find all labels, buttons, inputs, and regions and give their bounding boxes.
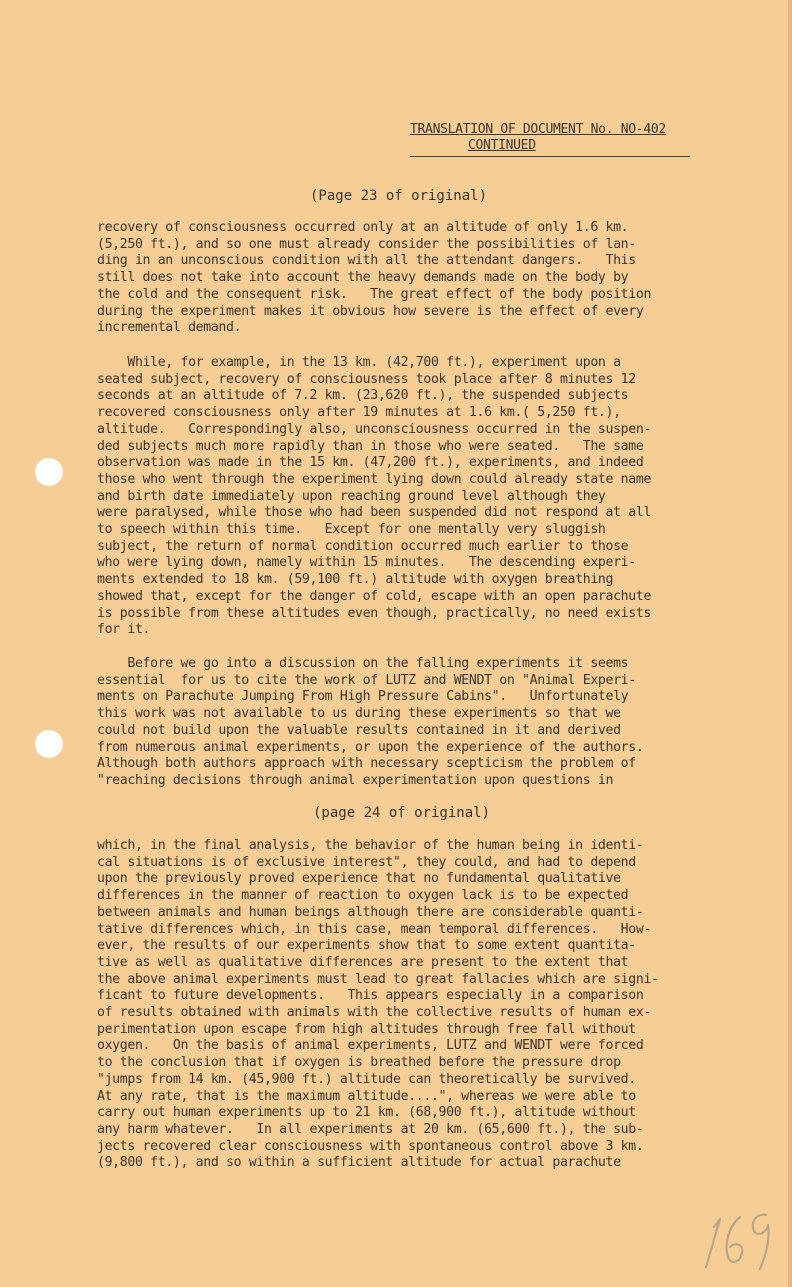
document-header xyxy=(410,122,666,154)
paragraph-1 xyxy=(97,220,707,337)
punch-hole-bottom xyxy=(35,730,63,758)
text-line: ded subjects much more rapidly than in those who were seated. The same xyxy=(97,438,644,454)
text-line: (9,800 ft.), and so within a sufficient altitude for actual parachute xyxy=(97,1155,621,1171)
text-line: which, in the final analysis, the behavior of the human being in identi- xyxy=(97,838,644,853)
text-line: At any rate, that is the maximum altitude....", whereas we were able to xyxy=(97,1088,636,1104)
text-line: this work was not available to us during these experiments so that we xyxy=(97,706,621,722)
text-line: were paralysed, while those who had been suspended did not respond at all xyxy=(97,505,652,521)
text-line: essential for us to cite the work of LUTZ and WENDT on "Animal Experi- xyxy=(97,672,636,688)
text-line: ments on Parachute Jumping From High Pressure Cabins". Unfortunately xyxy=(97,689,629,705)
text-line: altitude. Correspondingly also, unconsciousness occurred in the suspen- xyxy=(97,421,652,437)
text-line: still does not take into account the heavy demands made on the body by xyxy=(97,270,629,286)
text-line: between animals and human beings although there are considerable quanti- xyxy=(97,904,644,920)
text-line: of results obtained with animals with the collective results of human ex- xyxy=(97,1005,652,1021)
text-line: cal situations is of exclusive interest", they could, and had to depend xyxy=(97,854,636,870)
handwritten-page-number xyxy=(700,1205,778,1273)
text-line: ever, the results of our experiments show that to some extent quantita- xyxy=(97,938,636,954)
text-line: observation was made in the 15 km. (47,200 ft.), experiments, and indeed xyxy=(97,455,644,471)
text-line: ding in an unconscious condition with all the attendant dangers. This xyxy=(97,253,636,269)
text-line: ficant to future developments. This appears especially in a comparison xyxy=(97,988,644,1004)
text-line: from numerous animal experiments, or upon the experience of the authors. xyxy=(97,739,644,755)
header-title: TRANSLATION OF DOCUMENT No. NO-402 xyxy=(410,122,666,137)
text-line: "jumps from 14 km. (45,900 ft.) altitude can theoretically be survived. xyxy=(97,1071,636,1087)
text-line: perimentation upon escape from high altitudes through free fall without xyxy=(97,1021,636,1037)
text-line: the above animal experiments must lead to great fallacies which are signi- xyxy=(97,971,659,987)
text-line: oxygen. On the basis of animal experiments, LUTZ and WENDT were forced xyxy=(97,1038,644,1054)
text-line: showed that, except for the danger of cold, escape with an open parachute xyxy=(97,588,652,604)
text-line: "reaching decisions through animal experimentation upon questions in xyxy=(97,772,614,788)
text-line: seconds at an altitude of 7.2 km. (23,620 ft.), the suspended subjects xyxy=(97,388,629,404)
text-line: jects recovered clear consciousness with spontaneous control above 3 km. xyxy=(97,1138,644,1154)
text-line: subject, the return of normal condition occurred much earlier to those xyxy=(97,538,629,554)
text-line: Although both authors approach with necessary scepticism the problem of xyxy=(97,756,636,772)
text-line: any harm whatever. In all experiments at 20 km. (65,600 ft.), the sub- xyxy=(97,1121,644,1137)
text-line: carry out human experiments up to 21 km. (68,900 ft.), altitude without xyxy=(97,1105,636,1121)
text-line: during the experiment makes it obvious how severe is the effect of every xyxy=(97,303,644,319)
page-marker-23: (Page 23 of original) xyxy=(310,188,488,204)
text-line: While, for example, in the 13 km. (42,700 ft.), experiment upon a xyxy=(97,355,621,370)
text-line: for it. xyxy=(97,622,151,638)
text-line: tative differences which, in this case, mean temporal differences. How- xyxy=(97,921,652,937)
page-marker-24: (page 24 of original) xyxy=(313,805,491,821)
page-edge xyxy=(788,0,792,1287)
paragraph-4 xyxy=(97,838,707,1172)
text-line: the cold and the consequent risk. The great effect of the body position xyxy=(97,286,652,302)
header-subtitle: CONTINUED xyxy=(468,138,536,153)
text-line: incremental demand. xyxy=(97,320,242,336)
text-line: could not build upon the valuable results contained in it and derived xyxy=(97,722,621,738)
text-line: recovered consciousness only after 19 minutes at 1.6 km.( 5,250 ft.), xyxy=(97,405,621,421)
text-line: seated subject, recovery of consciousness took place after 8 minutes 12 xyxy=(97,371,636,387)
text-line: those who went through the experiment lying down could already state name xyxy=(97,471,652,487)
header-rule xyxy=(410,156,690,157)
text-line: (5,250 ft.), and so one must already consider the possibilities of lan- xyxy=(97,236,636,252)
text-line: who were lying down, namely within 15 minutes. The descending experi- xyxy=(97,555,636,571)
text-line: to speech within this time. Except for one mentally very sluggish xyxy=(97,522,606,538)
text-line: tive as well as qualitative differences are present to the extent that xyxy=(97,954,629,970)
text-line: differences in the manner of reaction to oxygen lack is to be expected xyxy=(97,888,629,904)
text-line: and birth date immediately upon reaching ground level although they xyxy=(97,488,606,504)
text-line: ments extended to 18 km. (59,100 ft.) altitude with oxygen breathing xyxy=(97,572,614,588)
punch-hole-top xyxy=(35,458,63,486)
paragraph-3 xyxy=(97,656,707,790)
text-line: to the conclusion that if oxygen is breathed before the pressure drop xyxy=(97,1055,621,1071)
text-line: upon the previously proved experience that no fundamental qualitative xyxy=(97,871,621,887)
text-line: is possible from these altitudes even though, practically, no need exists xyxy=(97,605,652,621)
paragraph-2 xyxy=(97,355,707,639)
text-line: Before we go into a discussion on the falling experiments it seems xyxy=(97,656,629,671)
text-line: recovery of consciousness occurred only at an altitude of only 1.6 km. xyxy=(97,220,629,235)
